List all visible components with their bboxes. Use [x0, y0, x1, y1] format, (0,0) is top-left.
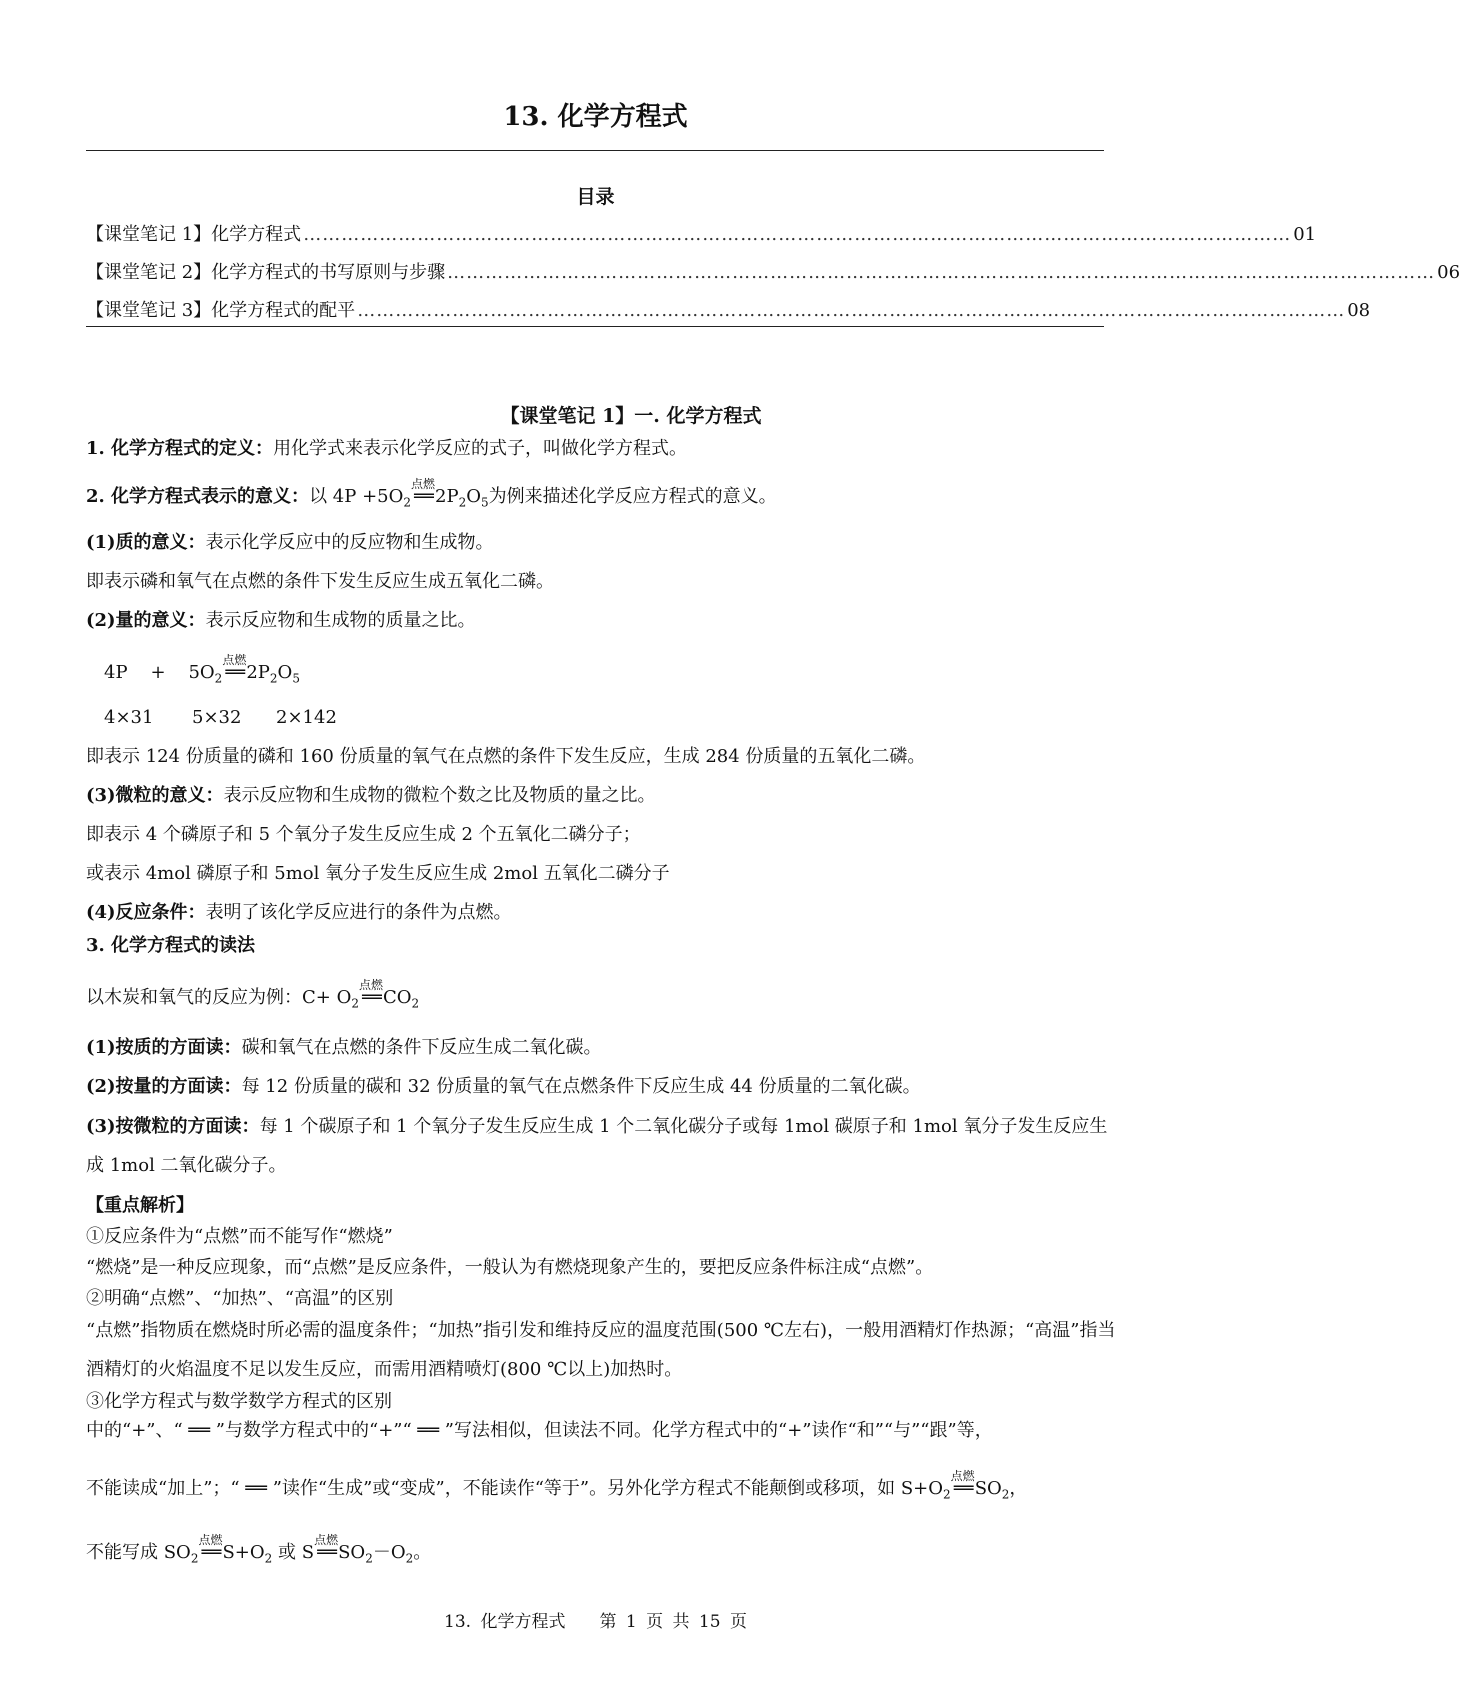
mass-ratio-line: 4×31 5×32 2×142 [104, 707, 337, 729]
toc-bottom-divider [86, 326, 1104, 327]
toc-item[interactable]: 【课堂笔记 1】化学方程式 ………………………………………………………………………………………………………………………………………… 01 [86, 224, 1317, 245]
paragraph: (2)量的意义：表示反应物和生成物的质量之比。 [86, 609, 476, 631]
toc-item[interactable]: 【课堂笔记 3】化学方程式的配平 ………………………………………………………………………………………………………………………………………… 08 [86, 300, 1371, 321]
toc-item[interactable]: 【课堂笔记 2】化学方程式的书写原则与步骤 ………………………………………………………………………………………………………………………………………… 06 [86, 262, 1460, 283]
paragraph: “点燃”指物质在燃烧时所必需的温度条件；“加热”指引发和维持反应的温度范围(500 ℃左右)，一般用酒精灯作热源；“高温”指当酒精灯的火焰温度不足以发生反应，而需用酒精喷灯(800 ℃以上)加热时。 [86, 1319, 1116, 1380]
paragraph: 不能写成 $SO_2$ 点燃 ══ $S+O_2$ 或 S 点燃 ══ $SO_2-O_2$。 [86, 1533, 432, 1566]
table-of-contents [86, 220, 1460, 334]
paragraph: 即表示磷和氧气在点燃的条件下发生反应生成五氧化二磷。 [86, 570, 554, 592]
paragraph: 不能读成“加上”；“ ══ ”读作“生成”或“变成”，不能读作“等于”。另外化学方程式不能颠倒或移项，如 $S+O_2$ 点燃 ══ $SO_2$， [86, 1468, 1028, 1502]
paragraph: 或表示 4mol 磷原子和 5mol 氧分子发生反应生成 2mol 五氧化二磷分子 [86, 863, 670, 885]
paragraph: 中的“+”、“ ══ ”与数学方程式中的“+”“ ══ ”写法相似，但读法不同。化学方程式中的“+”读作“和”“与”“跟”等， [86, 1419, 993, 1441]
paragraph: (3)微粒的意义：表示反应物和生成物的微粒个数之比及物质的量之比。 [86, 785, 656, 807]
equation-line: 4P + $5O_2$ 点燃 ══ $2P_2O_5$ [104, 652, 300, 686]
paragraph: “燃烧”是一种反应现象，而“点燃”是反应条件，一般认为有燃烧现象产生的，要把反应条件标注成“点燃”。 [86, 1256, 934, 1278]
paragraph: ①反应条件为“点燃”而不能写作“燃烧” [86, 1225, 393, 1247]
paragraph: (1)按质的方面读：碳和氧气在点燃的条件下反应生成二氧化碳。 [86, 1036, 602, 1058]
page-title: 13. 化学方程式 [503, 102, 688, 132]
section-body [86, 396, 1116, 1586]
paragraph: (2)按量的方面读：每 12 份质量的碳和 32 份质量的氧气在点燃条件下反应生成 44 份质量的二氧化碳。 [86, 1075, 921, 1097]
paragraph: 即表示 124 份质量的磷和 160 份质量的氧气在点燃的条件下发生反应，生成 284 份质量的五氧化二磷。 [86, 746, 926, 768]
section-title: 【课堂笔记 1】一. 化学方程式 [500, 405, 762, 427]
paragraph: (3)按微粒的方面读：每 1 个碳原子和 1 个氧分子发生反应生成 1 个二氧化碳分子或每 1mol 碳原子和 1mol 氧分子发生反应生成 1mol 二氧化碳分子。 [86, 1115, 1108, 1176]
reaction-condition: 点燃 ══ [411, 477, 436, 507]
toc-heading: 目录 [576, 186, 615, 208]
top-divider [86, 150, 1104, 151]
page-footer: 13. 化学方程式 第 1 页 共 15 页 [444, 1612, 747, 1632]
paragraph: ②明确“点燃”、“加热”、“高温”的区别 [86, 1287, 394, 1309]
paragraph: (1)质的意义：表示化学反应中的反应物和生成物。 [86, 531, 494, 553]
subheading: 【重点解析】 [86, 1194, 194, 1216]
paragraph: 2. 化学方程式表示的意义：以 $4P +5O_2$ 点燃 ══ $2P_2O_5$为例来描述化学反应方程式的意义。 [86, 477, 777, 510]
paragraph: 1. 化学方程式的定义：用化学式来表示化学反应的式子，叫做化学方程式。 [86, 438, 688, 459]
paragraph: 即表示 4 个磷原子和 5 个氧分子发生反应生成 2 个五氧化二磷分子； [86, 824, 641, 846]
paragraph: (4)反应条件：表明了该化学反应进行的条件为点燃。 [86, 902, 512, 924]
paragraph: ③化学方程式与数学数学方程式的区别 [86, 1390, 392, 1412]
subheading: 3. 化学方程式的读法 [86, 935, 256, 957]
paragraph: 以木炭和氧气的反应为例：$C+ O_2$ 点燃 ══ $CO_2$ [86, 978, 420, 1011]
